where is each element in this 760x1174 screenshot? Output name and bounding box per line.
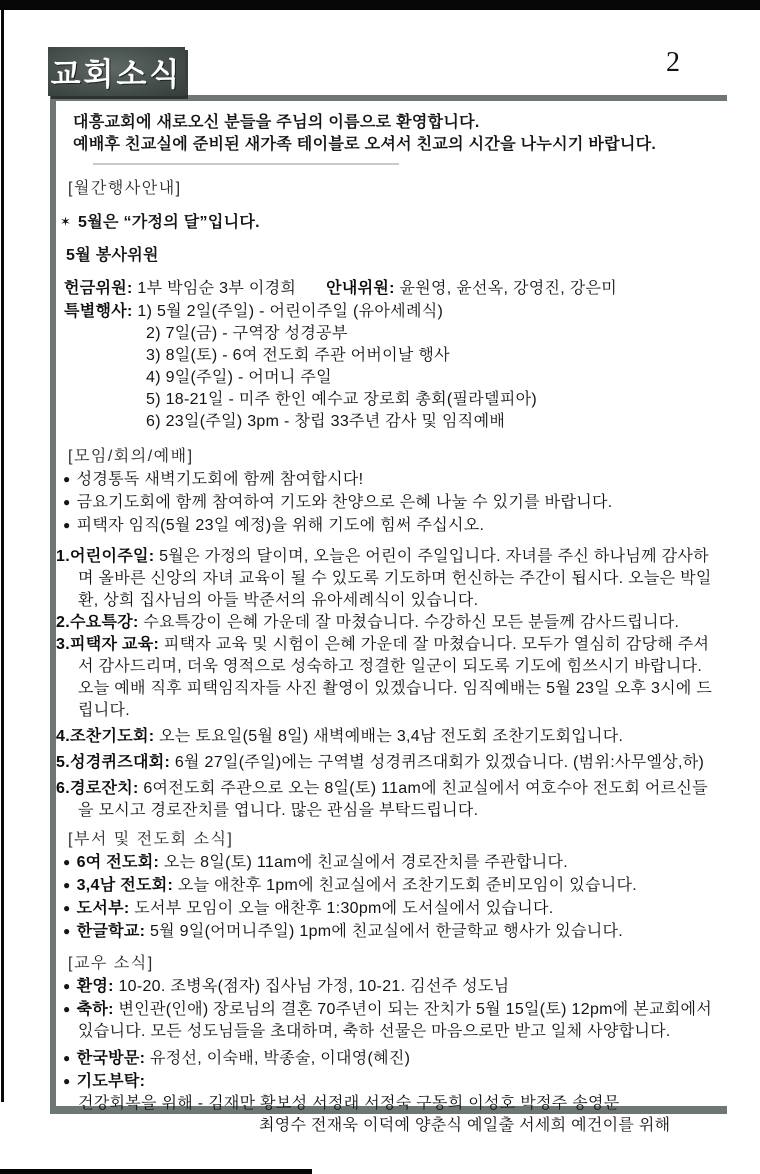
notice-item-1 bbox=[56, 546, 721, 612]
bullet-marker: ● bbox=[63, 1002, 71, 1016]
welcome-line-1: 대흥교회에 새로오신 분들을 주님의 이름으로 환영합니다. bbox=[73, 114, 480, 131]
notice-text: 5월은 가정의 달이며, 오늘은 어린이 주일입니다. 자녀를 주신 하나님께 감사하며 올바른 신앙의 자녀 교육이 될 수 있도록 기도하며 헌신하는 주간이 됩시다. 오늘은 박일환, 상희 집사님의 아들 박준서의 유아세례식이 있습니다. bbox=[78, 548, 712, 609]
special-event-item: 4) 9일(주일) - 어머니 주일 bbox=[146, 369, 332, 386]
section-header-departments: [부서 및 전도회 소식] bbox=[68, 831, 234, 848]
notice-item-3 bbox=[56, 634, 721, 722]
member-news-text: 10-20. 조병옥(점자) 집사님 가정, 10-21. 김선주 성도님 bbox=[118, 978, 510, 995]
member-news-label: 한국방문: bbox=[76, 1050, 146, 1067]
special-events-line bbox=[64, 301, 721, 323]
notice-label: 1.어린이주일: bbox=[56, 548, 155, 565]
meeting-text: 성경통독 새벽기도회에 함께 참여합시다! bbox=[76, 471, 364, 488]
member-news-label: 환영: bbox=[76, 978, 114, 995]
special-events-label: 특별행사: bbox=[64, 303, 133, 320]
member-news-item bbox=[63, 1070, 721, 1093]
member-news-text: 변인관(인애) 장로님의 결혼 70주년이 되는 잔치가 5월 15일(토) 12pm에 본교회에서 있습니다. 모든 성도님들을 초대하며, 축하 선물은 마음으로만 받고 일체 사양합니다. bbox=[78, 1001, 713, 1040]
department-label: 6여 전도회: bbox=[76, 854, 160, 871]
notice-label: 5.성경퀴즈대회: bbox=[56, 754, 171, 771]
bullet-marker: ● bbox=[63, 979, 71, 993]
meeting-item bbox=[63, 468, 721, 491]
member-news-item bbox=[63, 1047, 721, 1070]
notice-text: 6여전도회 주관으로 오는 8일(토) 11am에 친교실에서 여호수아 전도회 어르신들을 모시고 경로잔치를 엽니다. 많은 관심을 부탁드립니다. bbox=[78, 780, 708, 819]
notice-text: 6월 27일(주일)에는 구역별 성경퀴즈대회가 있겠습니다. (범위:사무엘상,하) bbox=[174, 754, 705, 771]
officers-line bbox=[64, 278, 721, 300]
member-news-label: 축하: bbox=[76, 1001, 114, 1018]
scan-artifact-left bbox=[1, 10, 4, 1102]
bullet-marker: ● bbox=[63, 878, 71, 892]
month-note: 5월은 “가정의 달”입니다. bbox=[78, 214, 260, 231]
bullet-marker: ● bbox=[63, 924, 71, 938]
special-event-item: 6) 23일(주일) 3pm - 창립 33주년 감사 및 임직예배 bbox=[146, 413, 506, 430]
notice-item-2 bbox=[56, 612, 721, 634]
department-text: 오늘 애찬후 1pm에 친교실에서 조찬기도회 준비모임이 있습니다. bbox=[177, 877, 638, 894]
department-item bbox=[63, 897, 721, 920]
prayer-request-line-2: 최영수 전재욱 이덕예 양춘식 예일출 서세희 예건이를 위해 bbox=[259, 1117, 671, 1134]
scan-artifact-bottom bbox=[0, 1169, 312, 1174]
department-item bbox=[63, 920, 721, 943]
meeting-item bbox=[63, 491, 721, 514]
special-event-item: 2) 7일(금) - 구역장 성경공부 bbox=[146, 325, 348, 342]
bullet-marker: ● bbox=[63, 518, 71, 532]
offering-names: 1부 박임순 3부 이경희 bbox=[137, 280, 297, 297]
notice-item-4 bbox=[56, 726, 721, 748]
bullet-marker: ● bbox=[63, 1051, 71, 1065]
notice-text: 오는 토요일(5월 8일) 새벽예배는 3,4남 전도회 조찬기도회입니다. bbox=[159, 728, 624, 745]
meeting-text: 금요기도회에 함께 참여하여 기도와 찬양으로 은혜 나눌 수 있기를 바랍니다. bbox=[76, 494, 613, 511]
notice-label: 2.수요특강: bbox=[56, 614, 139, 631]
bullet-marker: ● bbox=[63, 495, 71, 509]
content-frame bbox=[50, 95, 727, 1134]
offering-label: 헌금위원: bbox=[64, 280, 133, 297]
month-note-line bbox=[60, 211, 721, 234]
department-label: 한글학교: bbox=[76, 923, 146, 940]
member-news-item bbox=[63, 998, 721, 1043]
member-news-text: 유정선, 이숙배, 박종술, 이대영(혜진) bbox=[149, 1050, 411, 1067]
department-item bbox=[63, 851, 721, 874]
scan-artifact-top bbox=[0, 0, 760, 10]
newsletter-title: 교회소식 bbox=[50, 57, 183, 92]
special-event-item: 1) 5월 2일(주일) - 어린이주일 (유아세례식) bbox=[137, 303, 444, 320]
divider-line bbox=[93, 163, 399, 165]
department-item bbox=[63, 874, 721, 897]
member-news-item bbox=[63, 975, 721, 998]
usher-label: 안내위원: bbox=[326, 280, 395, 297]
department-text: 5월 9일(어머니주일) 1pm에 친교실에서 한글학교 행사가 있습니다. bbox=[149, 923, 624, 940]
meeting-text: 피택자 임직(5월 23일 예정)을 위해 기도에 힘써 주십시오. bbox=[76, 517, 485, 534]
meeting-item bbox=[63, 514, 721, 537]
page-number: 2 bbox=[666, 47, 681, 78]
prayer-request-line-1: 건강회복을 위해 - 김재만 황보성 서정래 서정숙 구동희 이성호 박정주 송영문 bbox=[78, 1095, 620, 1112]
star-marker: ✶ bbox=[60, 214, 72, 229]
notice-item-6 bbox=[56, 778, 721, 822]
section-header-meetings: [모임/회의/예배] bbox=[68, 448, 194, 465]
department-label: 도서부: bbox=[76, 900, 130, 917]
department-text: 도서부 모임이 오늘 애찬후 1:30pm에 도서실에서 있습니다. bbox=[134, 900, 554, 917]
notice-text: 피택자 교육 및 시험이 은혜 가운데 잘 마쳤습니다. 모두가 열심히 감당해 주셔서 감사드리며, 더욱 영적으로 성숙하고 정결한 일군이 되도록 기도에 힘쓰시기 바랍니다. 오늘 예배 직후 피택임직자들 사진 촬영이 있겠습니다. 임직예배는 5월 23일 오후 3시에 드립니다. bbox=[78, 636, 713, 719]
bullet-marker: ● bbox=[63, 855, 71, 869]
special-event-item: 5) 18-21일 - 미주 한인 예수교 장로회 총회(필라델피아) bbox=[146, 391, 537, 408]
notice-item-5 bbox=[56, 752, 721, 774]
section-header-members: [교우 소식] bbox=[68, 955, 154, 972]
committee-title: 5월 봉사위원 bbox=[66, 247, 159, 264]
newsletter-title-badge bbox=[48, 47, 185, 96]
department-text: 오는 8일(토) 11am에 친교실에서 경로잔치를 주관합니다. bbox=[163, 854, 569, 871]
bullet-marker: ● bbox=[63, 901, 71, 915]
notice-label: 3.피택자 교육: bbox=[56, 636, 160, 653]
bullet-marker: ● bbox=[63, 472, 71, 486]
usher-names: 윤원영, 윤선옥, 강영진, 강은미 bbox=[399, 280, 618, 297]
department-label: 3,4남 전도회: bbox=[76, 877, 174, 894]
bullet-marker: ● bbox=[63, 1074, 71, 1088]
notice-label: 6.경로잔치: bbox=[56, 780, 139, 797]
notice-text: 수요특강이 은혜 가운데 잘 마쳤습니다. 수강하신 모든 분들께 감사드립니다. bbox=[143, 614, 680, 631]
special-event-item: 3) 8일(토) - 6여 전도회 주관 어버이날 행사 bbox=[146, 347, 450, 364]
member-news-label: 기도부탁: bbox=[76, 1073, 146, 1090]
welcome-line-2: 예배후 친교실에 준비된 새가족 테이블로 오셔서 친교의 시간을 나누시기 바랍니다. bbox=[73, 136, 657, 153]
notice-label: 4.조찬기도회: bbox=[56, 728, 155, 745]
section-header-monthly-events: [월간행사안내] bbox=[68, 180, 182, 197]
